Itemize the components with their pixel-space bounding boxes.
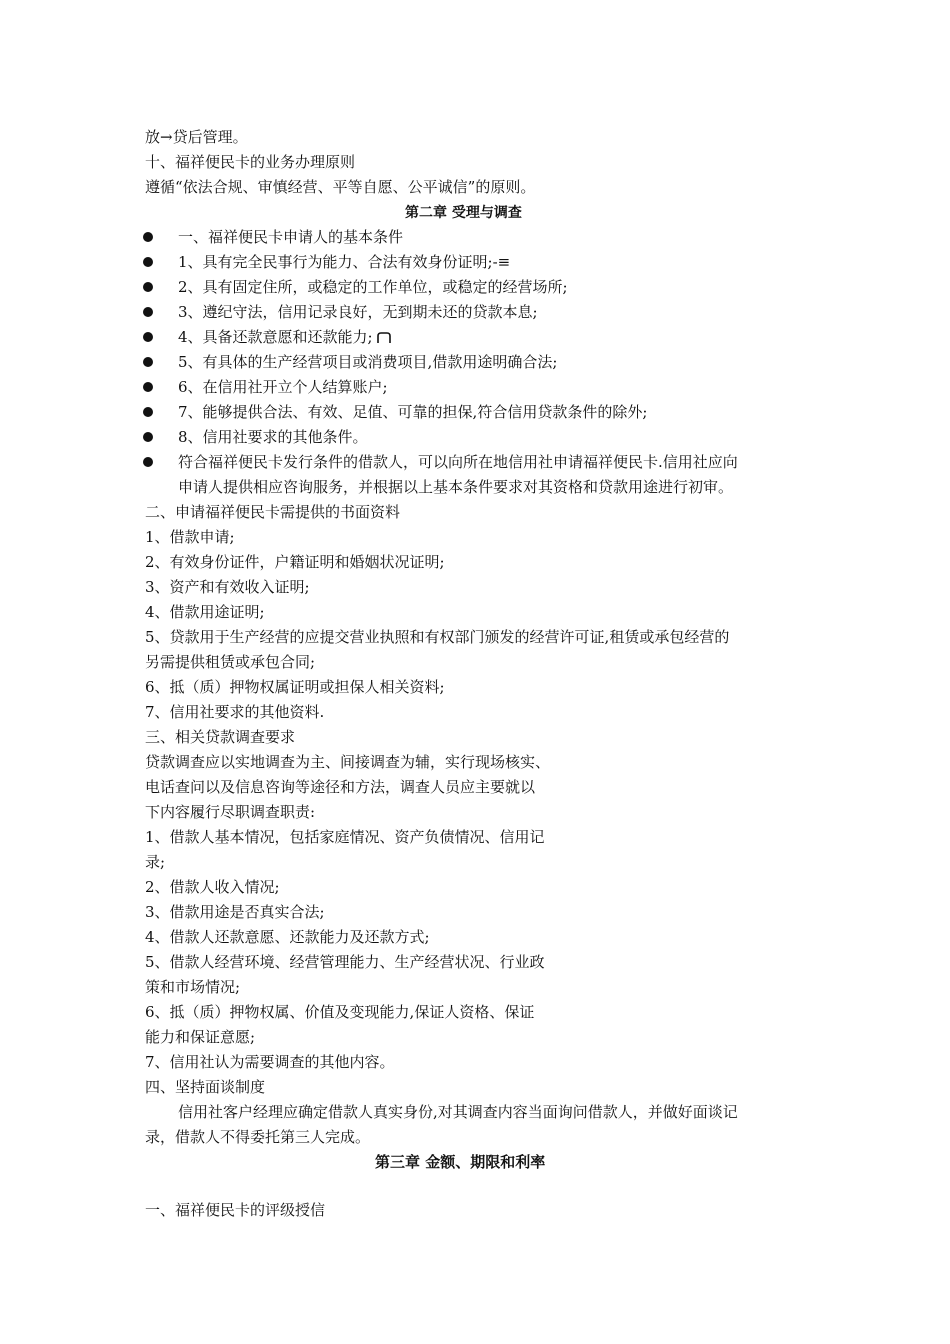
bullet-icon [143,457,153,467]
list-item: 6、抵（质）押物权属、价值及变现能力,保证人资格、保证 [145,1003,535,1021]
bullet-icon [143,332,153,342]
list-item: 7、信用社要求的其他资料. [145,703,325,721]
list-item: 7、信用社认为需要调查的其他内容。 [145,1053,395,1071]
list-item: 3、借款用途是否真实合法; [145,903,325,921]
section-heading: 一、福祥便民卡的评级授信 [145,1201,326,1219]
list-item: 3、资产和有效收入证明; [145,578,310,596]
list-item: 5、贷款用于生产经营的应提交营业执照和有权部门颁发的经营许可证,租赁或承包经营的 [145,628,730,646]
text-line: 下内容履行尽职调查职责: [145,803,316,821]
list-item: 4、借款用途证明; [145,603,265,621]
text-line: 贷款调查应以实地调查为主、间接调查为辅，实行现场核实、 [145,753,551,771]
bullet-item: 6、在信用社开立个人结算账户; [178,378,388,396]
paragraph-line: 录，借款人不得委托第三人完成。 [145,1128,371,1146]
list-item: 1、借款人基本情况，包括家庭情况、资产负债情况、信用记 [145,828,545,846]
text-line: 电话查问以及信息咨询等途径和方法，调查人员应主要就以 [145,778,536,796]
section-heading: 二、申请福祥便民卡需提供的书面资料 [145,503,401,521]
bullet-item: 符合福祥便民卡发行条件的借款人，可以向所在地信用社申请福祥便民卡.信用社应向 [178,453,738,471]
list-item: 策和市场情况; [145,978,241,996]
bullet-item: 4、具备还款意愿和还款能力; [178,328,373,346]
bullet-icon [143,357,153,367]
bullet-item: 1、具有完全民事行为能力、合法有效身份证明;-≡ [178,253,511,271]
list-item: 能力和保证意愿; [145,1028,256,1046]
bullet-icon [143,282,153,292]
bullet-item: 7、能够提供合法、有效、足值、可靠的担保,符合信用贷款条件的除外; [178,403,648,421]
bullet-icon [143,432,153,442]
section-heading: 十、福祥便民卡的业务办理原则 [145,153,356,171]
bullet-item: 8、信用社要求的其他条件。 [178,428,368,446]
text-line: 放→贷后管理。 [145,128,248,146]
list-item: 5、借款人经营环境、经营管理能力、生产经营状况、行业政 [145,953,545,971]
list-item: 2、有效身份证件，户籍证明和婚姻状况证明; [145,553,445,571]
bullet-icon [143,382,153,392]
list-item: 录; [145,853,166,871]
chapter-2-title: 第二章 受理与调查 [405,205,522,221]
bullet-item-continuation: 申请人提供相应咨询服务，并根据以上基本条件要求对其资格和贷款用途进行初审。 [178,478,734,496]
text-line: 遵循“依法合规、审慎经营、平等自愿、公平诚信”的原则。 [145,178,536,196]
list-item: 1、借款申请; [145,528,235,546]
paragraph-line: 信用社客户经理应确定借款人真实身份,对其调查内容当面询问借款人，并做好面谈记 [178,1103,738,1121]
bullet-icon [143,232,153,242]
list-item: 6、抵（质）押物权属证明或担保人相关资料; [145,678,445,696]
section-heading: 四、坚持面谈制度 [145,1078,266,1096]
list-item: 另需提供租赁或承包合同; [145,653,316,671]
bullet-item: 3、遵纪守法，信用记录良好，无到期未还的贷款本息; [178,303,538,321]
bullet-icon [143,257,153,267]
list-item: 4、借款人还款意愿、还款能力及还款方式; [145,928,430,946]
bullet-item: 一、福祥便民卡申请人的基本条件 [178,228,404,246]
bullet-item: 2、具有固定住所，或稳定的工作单位，或稳定的经营场所; [178,278,568,296]
bracket-mark-icon [376,331,392,345]
bullet-icon [143,307,153,317]
section-heading: 三、相关贷款调查要求 [145,728,296,746]
bullet-item: 5、有具体的生产经营项目或消费项目,借款用途明确合法; [178,353,558,371]
list-item: 2、借款人收入情况; [145,878,280,896]
bullet-icon [143,407,153,417]
chapter-3-title: 第三章 金额、期限和利率 [375,1153,546,1171]
